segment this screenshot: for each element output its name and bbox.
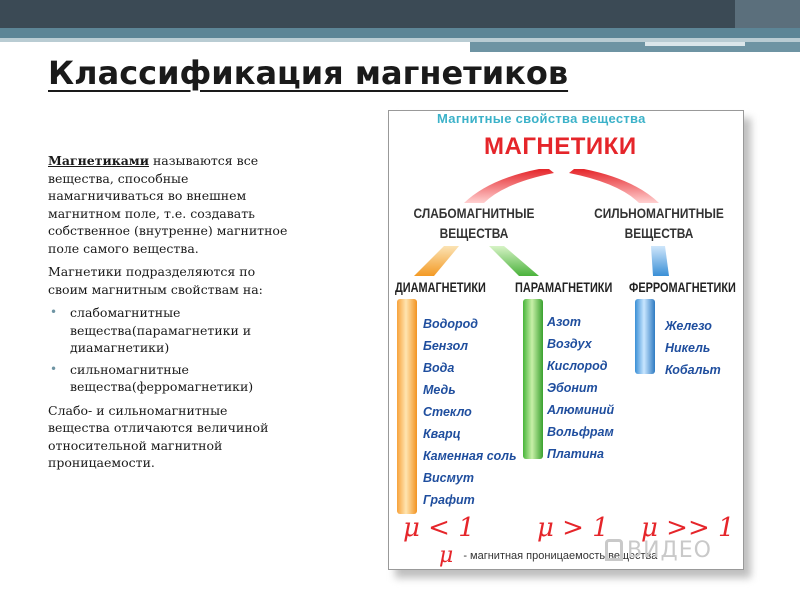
diamagnetics-condition: μ < 1 [403, 513, 475, 543]
header-stripe [0, 28, 800, 38]
paramagnetics-condition: μ > 1 [537, 513, 609, 543]
top-bar-accent [735, 0, 800, 28]
classification-intro: Магнетики подразделяются по своим магнитным свойствам на: [48, 264, 263, 297]
bullet-list [48, 304, 288, 396]
ferromagnetics-bar [635, 299, 655, 374]
weak-category-label [410, 203, 538, 243]
material-item: Графит [423, 493, 475, 507]
conclusion-paragraph: Слабо- и сильномагнитные вещества отличаются величиной относительной магнитной проницаемости. [48, 402, 269, 470]
material-item: Кислород [547, 359, 608, 373]
bullet-icon: • [50, 361, 58, 376]
material-item: Железо [665, 319, 712, 333]
material-item: Медь [423, 383, 456, 397]
material-item: Кобальт [665, 363, 721, 377]
bullet-icon: • [50, 305, 58, 319]
diamagnetics-label: ДИАМАГНЕТИКИ [395, 279, 486, 295]
header-stripe-short [470, 42, 800, 52]
material-item: Вода [423, 361, 455, 375]
material-item: Платина [547, 447, 604, 461]
magnetics-figure [388, 110, 744, 570]
material-item: Каменная соль [423, 449, 517, 463]
bullet-item [48, 361, 288, 396]
bullet-text: сильномагнитные вещества(ферромагнетики) [70, 361, 254, 394]
definition-term: Магнетиками [48, 153, 149, 168]
paramagnetics-label: ПАРАМАГНЕТИКИ [515, 279, 613, 295]
material-item: Кварц [423, 427, 461, 441]
screen-icon [605, 539, 623, 561]
definition-paragraph [48, 152, 288, 257]
bullet-text: слабомагнитные вещества(парамагнетики и диамагнетики) [70, 305, 252, 355]
arrow-to-dia [414, 246, 459, 276]
slide-title: Классификация магнетиков [48, 54, 569, 92]
paramagnetics-bar [523, 299, 543, 459]
strong-category-line2: ВЕЩЕСТВА [624, 225, 694, 241]
arrow-to-para [489, 246, 539, 276]
material-item: Никель [665, 341, 711, 355]
arrow-to-weak [464, 169, 554, 203]
arrow-to-strong [569, 169, 659, 203]
paramagnetics-list [547, 311, 614, 465]
weak-category-line2: ВЕЩЕСТВА [439, 225, 509, 241]
material-item: Вольфрам [547, 425, 614, 439]
ferromagnetics-list [665, 315, 721, 381]
material-item: Алюминий [547, 403, 615, 417]
bullet-item [48, 304, 288, 357]
material-item: Висмут [423, 471, 474, 485]
definition-text: называются все вещества, способные намагничиваться во внешнем магнитном поле, т.е. создавать собственное (внутренне) магнитное поле самого вещества. [48, 153, 288, 256]
ferromagnetics-label: ФЕРРОМАГНЕТИКИ [629, 279, 736, 295]
body-text [48, 152, 288, 478]
material-item: Азот [547, 315, 581, 329]
diamagnetics-list [423, 313, 517, 511]
watermark-text: ВИДЕО [627, 538, 712, 563]
material-item: Эбонит [547, 381, 598, 395]
figure-caption: Магнитные свойства вещества [437, 111, 646, 126]
main-label: МАГНЕТИКИ [484, 133, 637, 160]
strong-category-line1: СИЛЬНОМАГНИТНЫЕ [594, 205, 724, 221]
material-item: Воздух [547, 337, 592, 351]
weak-category-line1: СЛАБОМАГНИТНЫЕ [413, 205, 535, 221]
material-item: Стекло [423, 405, 472, 419]
video-watermark [605, 538, 712, 563]
strong-category-label [591, 203, 727, 243]
ferromagnetics-condition: μ >> 1 [641, 513, 735, 543]
mu-symbol: μ [439, 543, 454, 568]
material-item: Водород [423, 317, 479, 331]
diamagnetics-bar [397, 299, 417, 514]
arrow-to-ferro [651, 246, 669, 276]
top-bar [0, 0, 800, 28]
legend-text: - магнитная проницаемость вещества [463, 550, 658, 562]
header-stripe-highlight [645, 42, 745, 46]
material-item: Бензол [423, 339, 468, 353]
